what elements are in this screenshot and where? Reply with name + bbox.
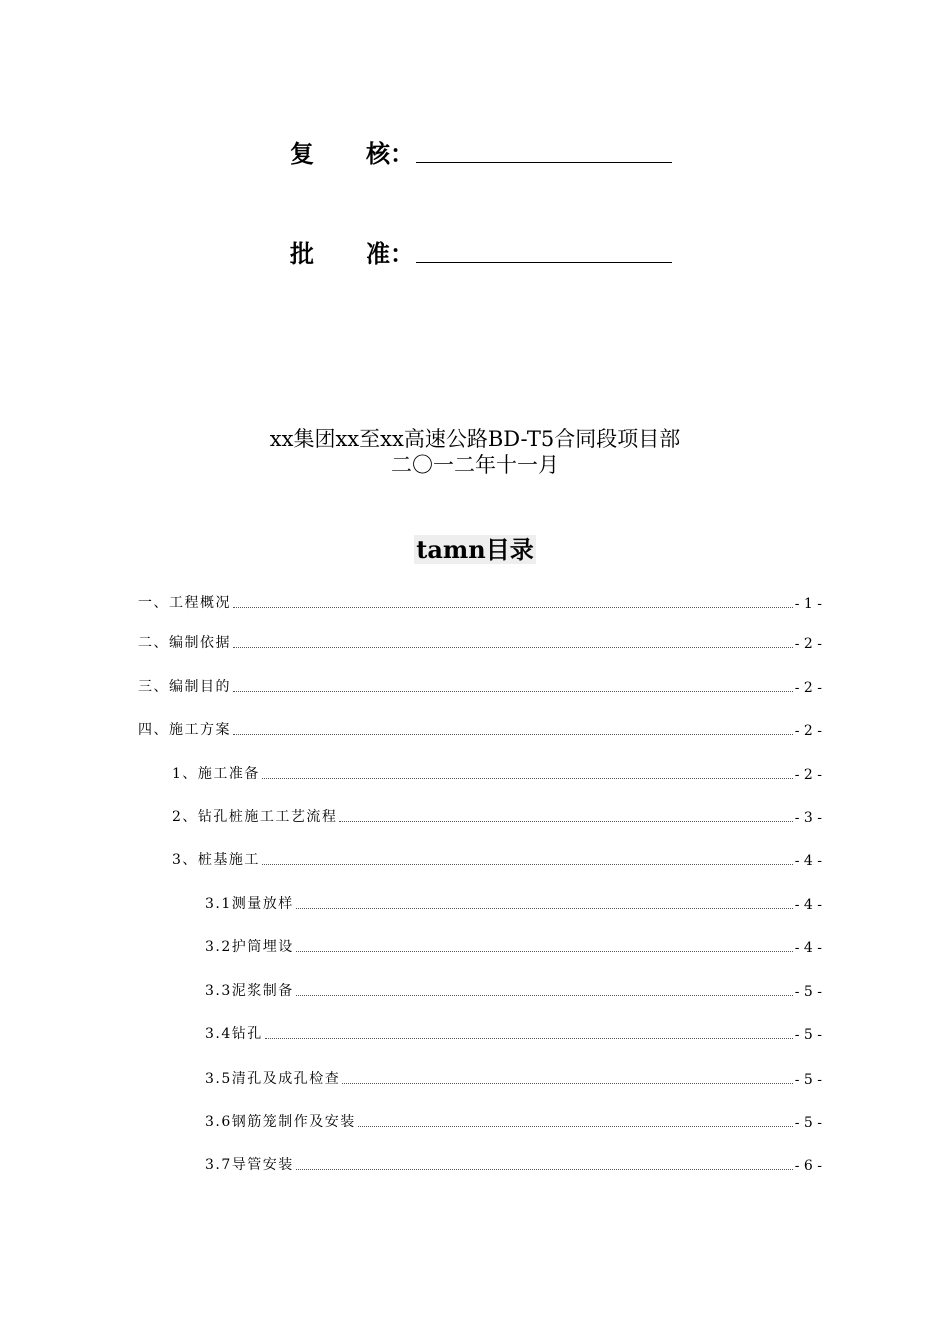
toc-entry-page: - 4 -	[794, 853, 822, 869]
review-signature-line	[416, 162, 672, 163]
toc-entry-text: 三、编制目的	[138, 679, 231, 695]
toc-leader-dots	[296, 1169, 793, 1170]
toc-entry-text: 1、施工准备	[172, 766, 260, 782]
review-label-char2: 核：	[366, 139, 414, 168]
toc-entry-page: - 5 -	[794, 1072, 822, 1088]
toc-entry-text: 3.1测量放样	[205, 896, 294, 912]
toc-leader-dots	[342, 1083, 792, 1084]
toc-entry-page: - 2 -	[794, 767, 822, 783]
toc-entry-text: 3、桩基施工	[172, 852, 260, 868]
toc-entry-text: 一、工程概况	[138, 595, 231, 611]
toc-entry-text: 3.3泥浆制备	[205, 983, 294, 999]
toc-leader-dots	[358, 1126, 793, 1127]
toc-entry[interactable]	[172, 763, 822, 783]
toc-entry[interactable]	[205, 1023, 822, 1043]
toc-entry-page: - 4 -	[794, 897, 822, 913]
toc-entry[interactable]	[205, 936, 822, 956]
toc-entry[interactable]	[138, 592, 822, 612]
toc-entry-page: - 3 -	[794, 810, 822, 826]
toc-entry[interactable]	[205, 1154, 822, 1174]
toc-leader-dots	[296, 951, 793, 952]
toc-entry[interactable]	[138, 719, 822, 739]
toc-entry[interactable]	[205, 1068, 822, 1088]
approve-label-char1: 批	[290, 239, 314, 268]
toc-entry-text: 2、钻孔桩施工工艺流程	[172, 809, 338, 825]
toc-entry[interactable]	[172, 849, 822, 869]
toc-entry[interactable]	[205, 893, 822, 913]
toc-leader-dots	[233, 607, 793, 608]
toc-entry-text: 3.2护筒埋设	[205, 939, 294, 955]
toc-entry-text: 3.6钢筋笼制作及安装	[205, 1114, 356, 1130]
toc-leader-dots	[262, 778, 793, 779]
toc-entry-text: 四、施工方案	[138, 722, 231, 738]
document-date: 二〇一二年十一月	[391, 453, 559, 477]
toc-leader-dots	[233, 734, 793, 735]
toc-leader-dots	[339, 821, 792, 822]
toc-leader-dots	[233, 647, 793, 648]
toc-entry-page: - 5 -	[794, 984, 822, 1000]
toc-entry-page: - 4 -	[794, 940, 822, 956]
toc-leader-dots	[296, 908, 793, 909]
organization-name: xx集团xx至xx高速公路BD-T5合同段项目部	[269, 427, 681, 451]
toc-entry[interactable]	[205, 1111, 822, 1131]
toc-entry-page: - 5 -	[794, 1027, 822, 1043]
toc-leader-dots	[233, 691, 793, 692]
toc-entry-page: - 2 -	[794, 723, 822, 739]
toc-entry[interactable]	[172, 806, 822, 826]
toc-entry[interactable]	[138, 632, 822, 652]
toc-entry-page: - 6 -	[794, 1158, 822, 1174]
review-signature-row	[290, 130, 690, 170]
toc-entry-text: 3.5清孔及成孔检查	[205, 1071, 341, 1087]
approve-signature-line	[416, 262, 672, 263]
review-label-char1: 复	[290, 139, 314, 168]
toc-entry-page: - 2 -	[794, 680, 822, 696]
toc-entry-text: 二、编制依据	[138, 635, 231, 651]
toc-entry-page: - 5 -	[794, 1115, 822, 1131]
approve-label-char2: 准：	[366, 239, 414, 268]
toc-entry-text: 3.7导管安装	[205, 1157, 294, 1173]
toc-entry[interactable]	[138, 676, 822, 696]
toc-entry-page: - 1 -	[794, 596, 822, 612]
toc-leader-dots	[262, 864, 793, 865]
toc-entry-page: - 2 -	[794, 636, 822, 652]
toc-title-text: tamn目录	[416, 535, 534, 564]
toc-leader-dots	[296, 995, 793, 996]
toc-leader-dots	[265, 1038, 793, 1039]
toc-entry[interactable]	[205, 980, 822, 1000]
toc-entry-text: 3.4钻孔	[205, 1026, 263, 1042]
approve-signature-row	[290, 230, 690, 270]
toc-title	[0, 530, 950, 565]
